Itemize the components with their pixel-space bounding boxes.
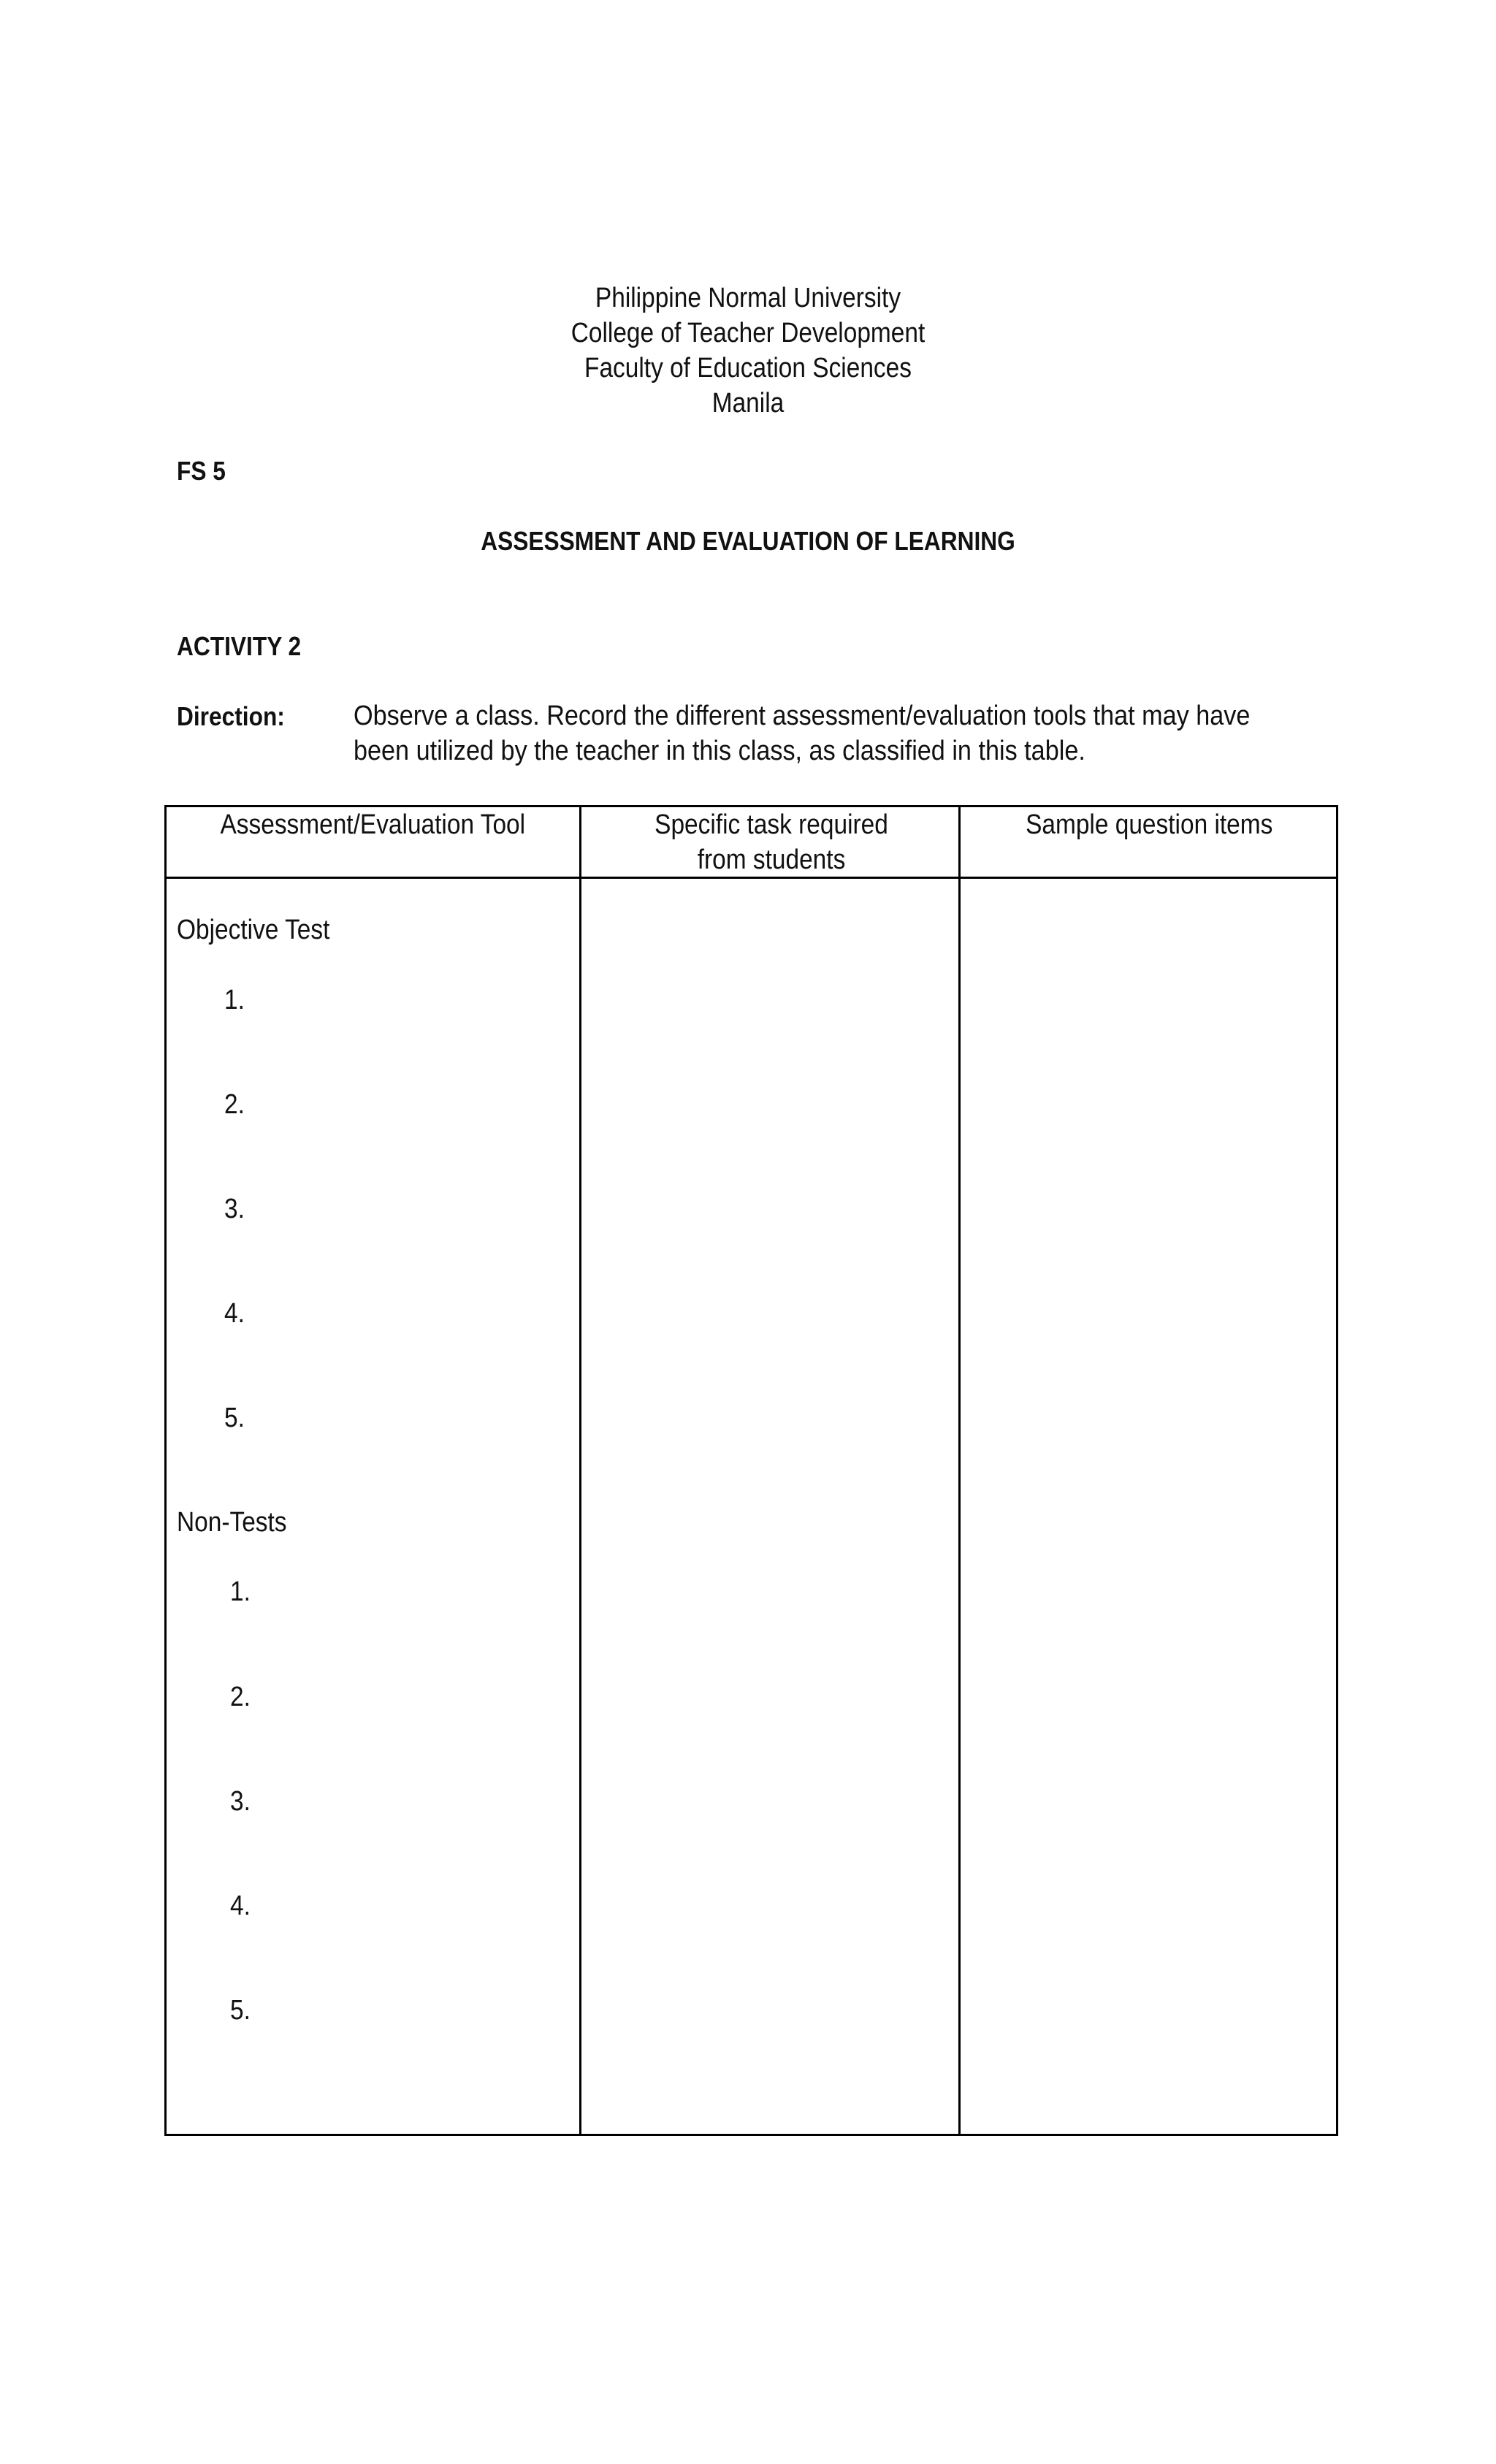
direction-text: Observe a class. Record the different assessment/evaluation tools that may have been utilized by the teacher in this class, as classified in this table. bbox=[354, 701, 1251, 766]
objective-item-1: 1. bbox=[224, 985, 245, 1015]
section-title-non-tests: Non-Tests bbox=[177, 1507, 287, 1538]
non-test-item-1: 1. bbox=[230, 1576, 251, 1607]
college-name: College of Teacher Development bbox=[570, 318, 926, 348]
objective-item-2: 2. bbox=[224, 1089, 245, 1120]
page-title: ASSESSMENT AND EVALUATION OF LEARNING bbox=[481, 526, 1015, 556]
table-header-sample: Sample question items bbox=[1026, 809, 1273, 840]
activity-label: ACTIVITY 2 bbox=[177, 631, 302, 661]
objective-item-3: 3. bbox=[224, 1194, 245, 1224]
non-test-item-5: 5. bbox=[230, 1995, 251, 2026]
non-test-item-3: 3. bbox=[230, 1786, 251, 1817]
university-name: Philippine Normal University bbox=[595, 283, 901, 313]
non-test-item-4: 4. bbox=[230, 1891, 251, 1921]
table-header-task: Specific task required from students bbox=[654, 809, 888, 875]
section-title-objective-test: Objective Test bbox=[177, 915, 330, 945]
table-column-divider bbox=[579, 807, 581, 2134]
assessment-table bbox=[164, 805, 1338, 2136]
city-name: Manila bbox=[711, 388, 785, 419]
course-code: FS 5 bbox=[177, 456, 226, 486]
table-column-divider bbox=[958, 807, 961, 2134]
objective-item-5: 5. bbox=[224, 1403, 245, 1433]
direction-label: Direction: bbox=[177, 701, 285, 731]
table-header-tool: Assessment/Evaluation Tool bbox=[220, 809, 526, 840]
objective-item-4: 4. bbox=[224, 1298, 245, 1329]
faculty-name: Faculty of Education Sciences bbox=[584, 353, 912, 384]
non-test-item-2: 2. bbox=[230, 1682, 251, 1712]
